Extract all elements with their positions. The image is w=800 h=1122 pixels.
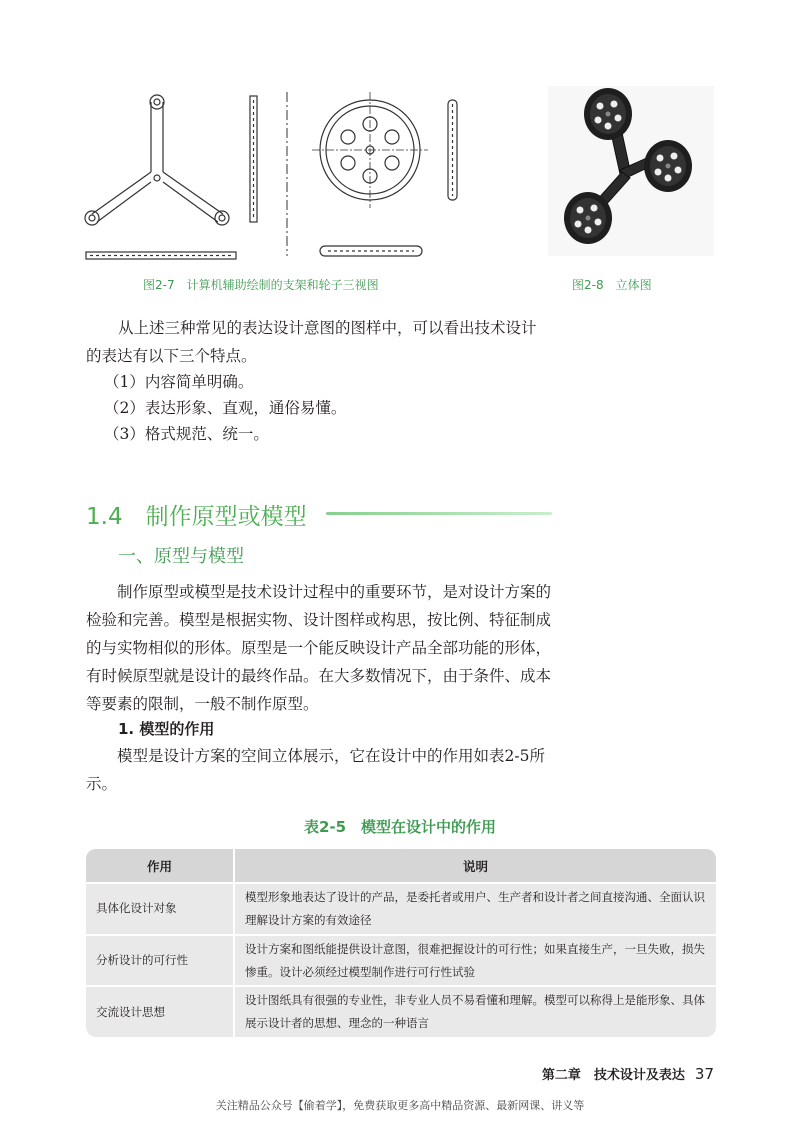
section-heading: 1.4 制作原型或模型	[86, 504, 307, 530]
page-number: 37	[694, 1065, 714, 1083]
table-cell-role: 交流设计思想	[86, 986, 234, 1037]
chapter-title: 第二章 技术设计及表达	[541, 1068, 685, 1083]
section-paragraph: 制作原型或模型是技术设计过程中的重要环节，是对设计方案的检验和完善。模型是根据实物、设计图样或构思，按比例、特征制成的与实物相似的形体。原型是一个能反映设计产品全部功能的形体，有时候原型就是设计的最终作品。在大多数情况下，由于条件、成本等要素的限制，一般不制作原型。	[86, 583, 552, 713]
wheel-3d-right	[644, 140, 692, 192]
table-cell-desc: 模型形象地表达了设计的产品，是委托者或用户、生产者和设计者之间直接沟通、全面认识理解设计方案的有效途径	[234, 883, 716, 935]
bracket-front-view	[85, 95, 229, 225]
wheel-top-view	[320, 246, 422, 256]
table-cell-desc: 设计图纸具有很强的专业性，非专业人员不易看懂和理解。模型可以称得上是能形象、具体展示设计者的思想、理念的一种语言	[234, 986, 716, 1037]
wheel-3d-top	[584, 88, 632, 140]
subsection-heading: 一、原型与模型	[118, 546, 244, 567]
minor-heading: 1. 模型的作用	[118, 720, 215, 738]
bracket-top-view	[86, 252, 236, 259]
figure-2-7-caption: 图2-7 计算机辅助绘制的支架和轮子三视图	[143, 278, 379, 292]
page-footer	[542, 1064, 714, 1083]
table-row	[86, 986, 716, 1037]
feature-point: （1）内容简单明确。	[104, 373, 254, 391]
wheel-front-view	[312, 92, 428, 208]
table-cell-desc: 设计方案和图纸能提供设计意图，很难把握设计的可行性；如果直接生产，一旦失败，损失惨重。设计必须经过模型制作进行可行性试验	[234, 935, 716, 987]
table-header-role: 作用	[86, 849, 234, 883]
section-heading-rule	[326, 512, 552, 515]
role-table	[86, 849, 716, 1037]
figure-2-8-caption: 图2-8 立体图	[572, 278, 652, 292]
intro-line-2: 的表达有以下三个特点。	[86, 347, 257, 365]
footer-note: 关注精品公众号【偷着学】，免费获取更多高中精品资源、最新网课、讲义等	[215, 1099, 585, 1112]
table-title: 表2-5 模型在设计中的作用	[303, 818, 497, 836]
wheel-3d-left	[564, 192, 612, 244]
table-header-row	[86, 849, 716, 883]
feature-point: （3）格式规范、统一。	[104, 425, 269, 443]
section-paragraph-2: 模型是设计方案的空间立体展示，它在设计中的作用如表2-5所示。	[86, 747, 545, 793]
three-view-drawing	[80, 88, 480, 268]
bracket-side-view	[250, 96, 257, 222]
wheel-side-view	[448, 100, 457, 200]
table-cell-role: 分析设计的可行性	[86, 935, 234, 987]
table-header-desc: 说明	[234, 849, 716, 883]
feature-point: （2）表达形象、直观，通俗易懂。	[104, 399, 347, 417]
3d-model-image	[548, 86, 714, 256]
table-row	[86, 935, 716, 987]
intro-line-1: 从上述三种常见的表达设计意图的图样中，可以看出技术设计	[118, 319, 537, 337]
table-row	[86, 883, 716, 935]
table-cell-role: 具体化设计对象	[86, 883, 234, 935]
